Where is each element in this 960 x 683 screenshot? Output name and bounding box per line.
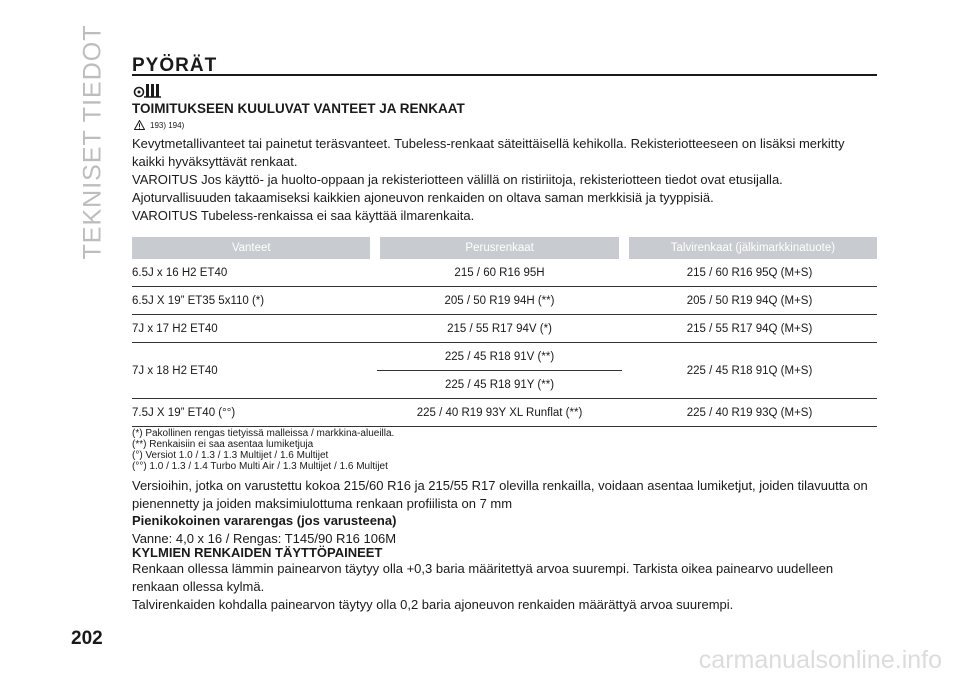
cell-rim: 7.5J X 19” ET40 (°°) (132, 406, 236, 419)
cell-standard: 225 / 45 R18 91V (**) (377, 343, 622, 371)
cell-winter: 225 / 45 R18 91Q (M+S) (686, 364, 813, 377)
snow-chain-text (132, 477, 882, 513)
cell-standard: 215 / 60 R16 95H (454, 266, 545, 279)
footnote: (°) Versiot 1.0 / 1.3 / 1.3 Multijet / 1.6 Multijet (132, 450, 329, 461)
pressure-text (132, 560, 882, 614)
cell-rim: 6.5J X 19” ET35 5x110 (*) (132, 294, 265, 307)
pressure-line: Talvirenkaiden kohdalla painearvon täytyy olla 0,2 baria ajoneuvon renkaiden määrättyä arvoa suurempi. (132, 597, 734, 612)
pressure-line: Renkaan ollessa lämmin painearvon täytyy olla +0,3 baria määritettyä arvoa suurempi. Tarkista oikea painearvo uudelleen (132, 561, 834, 576)
table-footnotes (132, 428, 394, 472)
warning-icon (134, 120, 145, 130)
section-title: PYÖRÄT (132, 55, 218, 76)
intro-line: Ajoturvallisuuden takaamiseksi kaikkien ajoneuvon renkaiden on oltava saman merkkisiä ja tyyppisiä. (132, 190, 714, 205)
pressure-line: renkaan ollessa kylmä. (132, 579, 265, 594)
tire-icon (133, 82, 163, 98)
page-number: 202 (71, 628, 103, 649)
header-winter: Talvirenkaat (jälkimarkkinatuote) (619, 237, 877, 259)
warning-refs-text: 193) 194) (150, 120, 185, 130)
footnote: (**) Renkaisiin ei saa asentaa lumiketjuja (132, 439, 314, 450)
pressure-heading: KYLMIEN RENKAIDEN TÄYTTÖPAINEET (132, 545, 383, 560)
spare-text: Vanne: 4,0 x 16 / Rengas: T145/90 R16 106M (132, 531, 397, 546)
table-row (132, 343, 877, 399)
cell-rim: 6.5J x 16 H2 ET40 (132, 266, 228, 279)
wheels-table (132, 237, 877, 427)
intro-line: VAROITUS Tubeless-renkaissa ei saa käyttää ilmarenkaita. (132, 208, 475, 223)
cell-standard: 225 / 45 R18 91Y (**) (444, 378, 555, 391)
table-row (132, 315, 877, 343)
table-header (132, 237, 877, 259)
snow-chain-line: pienennetty ja joiden maksimiulottuma renkaan profiilista on 7 mm (132, 496, 513, 511)
cell-winter: 205 / 50 R19 94Q (M+S) (686, 294, 813, 307)
subsection-heading: TOIMITUKSEEN KUULUVAT VANTEET JA RENKAAT (132, 101, 465, 116)
intro-line: Kevytmetallivanteet tai painetut teräsvanteet. Tubeless-renkaat säteittäisellä kehikolla. Rekisteriotteeseen on lisäksi merkitty (132, 136, 845, 151)
cell-winter: 215 / 55 R17 94Q (M+S) (686, 322, 813, 335)
table-row (132, 259, 877, 287)
intro-line: VAROITUS Jos käyttö- ja huolto-oppaan ja rekisteriotteen välillä on ristiriitoja, rekisteriotteen tiedot ovat etusijalla. (132, 172, 783, 187)
footnote: (*) Pakollinen rengas tietyissä malleissa / markkina-alueilla. (132, 428, 395, 439)
cell-rim: 7J x 18 H2 ET40 (132, 364, 218, 377)
table-row (132, 287, 877, 315)
watermark: carmanualsonline.info (698, 646, 942, 674)
warning-refs (134, 120, 184, 130)
intro-line: kaikki hyväksyttävät renkaat. (132, 154, 298, 169)
table-row (132, 399, 877, 427)
header-rims: Vanteet (231, 242, 271, 254)
cell-standard: 205 / 50 R19 94H (**) (444, 294, 555, 307)
cell-rim: 7J x 17 H2 ET40 (132, 322, 218, 335)
cell-winter: 225 / 40 R19 93Q (M+S) (686, 406, 813, 419)
cell-standard: 215 / 55 R17 94V (*) (447, 322, 552, 335)
intro-text (132, 135, 882, 225)
snow-chain-line: Versioihin, jotka on varustettu kokoa 215/60 R16 ja 215/55 R17 olevilla renkailla, voidaan asentaa lumiketjut, joiden tilavuutta on (132, 478, 868, 493)
cell-standard: 225 / 40 R19 93Y XL Runflat (**) (416, 406, 583, 419)
chapter-label: TEKNISET TIEDOT (78, 24, 107, 260)
spare-heading: Pienikokoinen vararengas (jos varusteena) (132, 513, 397, 528)
cell-winter: 215 / 60 R16 95Q (M+S) (686, 266, 813, 279)
title-rule (132, 74, 877, 76)
header-standard: Perusrenkaat (370, 237, 618, 259)
cell-standard-split (377, 343, 622, 398)
chapter-side-tab (78, 24, 108, 260)
footnote: (°°) 1.0 / 1.3 / 1.4 Turbo Multi Air / 1.3 Multijet / 1.6 Multijet (132, 461, 388, 472)
